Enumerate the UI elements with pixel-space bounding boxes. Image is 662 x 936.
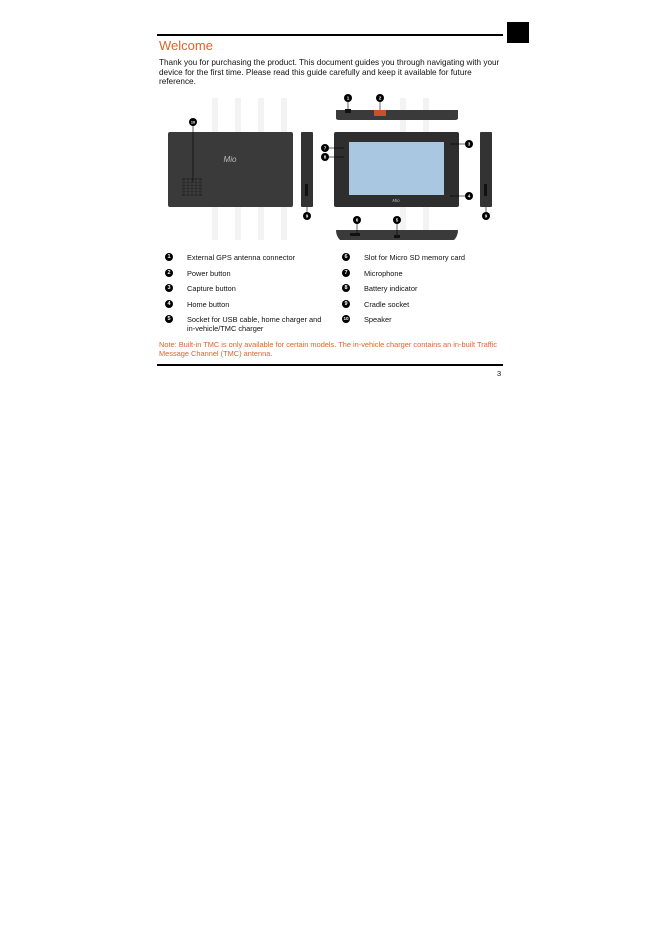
legend-text: Socket for USB cable, home charger and in-vehicle/TMC charger <box>187 315 322 333</box>
svg-text:5: 5 <box>395 217 399 223</box>
callout-marker-6 <box>353 216 361 224</box>
callout-marker-3 <box>465 140 473 148</box>
svg-text:4: 4 <box>467 193 471 199</box>
callout-marker-9-right <box>482 212 490 220</box>
device-top <box>336 110 458 120</box>
legend-text: Home button <box>187 300 230 309</box>
legend-text: Capture button <box>187 284 236 293</box>
legend-text: Battery indicator <box>364 284 418 293</box>
svg-text:8: 8 <box>323 154 327 160</box>
callout-marker-4 <box>465 192 473 200</box>
svg-text:3: 3 <box>467 141 471 147</box>
device-figure <box>160 90 500 245</box>
legend-number: 4 <box>165 300 173 308</box>
legend-text: Speaker <box>364 315 392 324</box>
callout-marker-8 <box>321 153 329 161</box>
legend-number: 2 <box>165 269 173 277</box>
mio-logo-front: Mio <box>392 198 400 203</box>
mio-logo-back: Mio <box>223 155 237 164</box>
callout-marker-1 <box>344 94 352 102</box>
svg-text:10: 10 <box>190 120 196 125</box>
svg-text:2: 2 <box>378 95 382 101</box>
callout-marker-2 <box>376 94 384 102</box>
legend-number: 8 <box>342 284 350 292</box>
legend-text: Microphone <box>364 269 403 278</box>
legend-text: Power button <box>187 269 231 278</box>
legend-number: 5 <box>165 315 173 323</box>
legend-text: Slot for Micro SD memory card <box>364 253 466 262</box>
legend-number: 7 <box>342 269 350 277</box>
intro-paragraph: Thank you for purchasing the product. This document guides you through navigating with your device for the first time. Please read this guide carefully and keep it available for future reference. <box>159 58 500 87</box>
svg-text:1: 1 <box>346 95 350 101</box>
legend-number: 10 <box>343 316 349 321</box>
svg-text:9: 9 <box>484 213 488 219</box>
callout-marker-9-left <box>303 212 311 220</box>
svg-text:7: 7 <box>323 145 327 151</box>
callout-marker-10 <box>189 118 197 126</box>
legend-text: External GPS antenna connector <box>187 253 296 262</box>
legend-number: 1 <box>165 253 173 261</box>
callout-marker-5 <box>393 216 401 224</box>
legend-text: Cradle socket <box>364 300 410 309</box>
callout-marker-7 <box>321 144 329 152</box>
chapter-tab <box>507 22 529 43</box>
bottom-rule <box>157 364 503 366</box>
svg-text:9: 9 <box>305 213 309 219</box>
tmc-note: Note: Built-in TMC is only available for certain models. The in-vehicle charger contains an in-built Traffic Message Channel (TMC) antenna. <box>159 340 498 358</box>
legend-number: 6 <box>342 253 350 261</box>
page-number: 3 <box>497 369 502 378</box>
legend-number: 3 <box>165 284 173 292</box>
top-rule <box>157 34 503 36</box>
page-title: Welcome <box>159 38 213 53</box>
legend-number: 9 <box>342 300 350 308</box>
svg-text:6: 6 <box>355 217 359 223</box>
